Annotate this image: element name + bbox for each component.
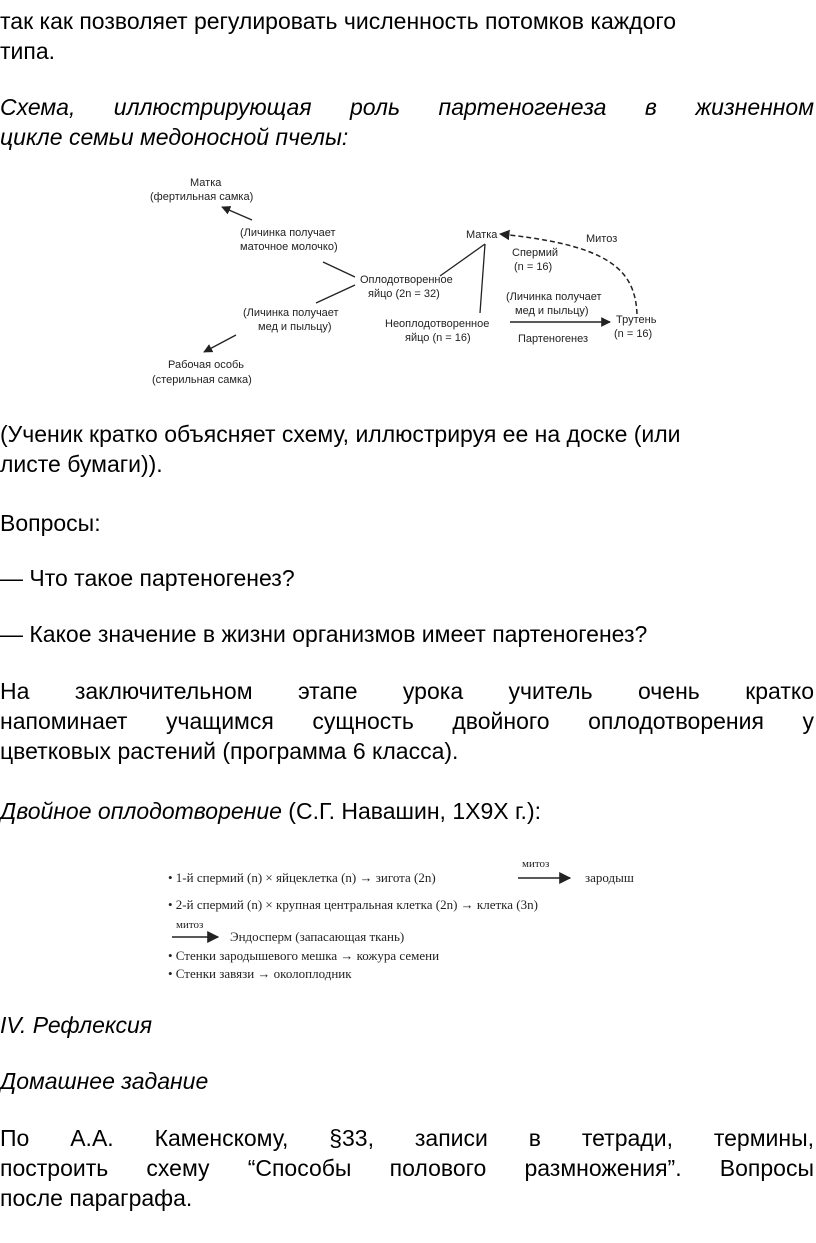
text-line: так как позволяет регулировать численность потомков каждого: [0, 8, 677, 34]
label-parthenogenesis: Партеногенез: [518, 333, 589, 345]
label-fertilized-egg-1: Оплодотворенное: [360, 274, 453, 286]
label-larva-honey-2: мед и пыльцу): [258, 321, 332, 333]
line-fertilized-to-honey: [316, 285, 355, 303]
label-worker: Рабочая особь: [168, 359, 245, 371]
embryo-label: зародыш: [585, 870, 634, 885]
line-fertilized-to-royal: [323, 262, 355, 277]
line-queen-to-fertilized: [440, 244, 485, 276]
label-unfertilized-egg-2: яйцо (n = 16): [405, 332, 471, 344]
label-larva-drone-2: мед и пыльцу): [515, 305, 589, 317]
text-line: (Ученик кратко объясняет схему, иллюстрируя ее на доске (или: [0, 421, 681, 447]
text-line: Схема, иллюстрирующая роль партеногенеза в жизненном: [0, 94, 814, 120]
text-line: листе бумаги)).: [0, 451, 163, 477]
scheme-line-2: • 2-й спермий (n) × крупная центральная клетка (2n) → клетка (3n): [168, 897, 538, 912]
double-fertilization-source: (С.Г. Навашин, 1Х9Х г.):: [281, 798, 541, 824]
double-fertilization-scheme: [160, 852, 660, 984]
homework-heading: Домашнее задание: [0, 1068, 209, 1094]
homework-line: построить схему “Способы полового размножения”. Вопросы: [0, 1155, 814, 1181]
double-fertilization-term: Двойное оплодотворение: [0, 798, 282, 824]
questions-heading: Вопросы:: [0, 510, 101, 536]
closing-paragraph-line: На заключительном этапе урока учитель очень кратко: [0, 678, 814, 704]
text-line: типа.: [0, 38, 56, 64]
mitosis-label-2: митоз: [176, 919, 204, 931]
closing-paragraph-line: цветковых растений (программа 6 класса).: [0, 738, 459, 764]
student-note: [0, 419, 814, 479]
label-queen: Матка: [190, 177, 222, 189]
label-mitosis: Митоз: [586, 233, 618, 245]
scheme-line-4: • Стенки зародышевого мешка → кожура семени: [168, 948, 440, 963]
section-reflection: IV. Рефлексия: [0, 1012, 153, 1038]
scheme-line-5: • Стенки завязи → околоплодник: [168, 966, 352, 981]
label-sperm-n: (n = 16): [514, 261, 553, 273]
label-unfertilized-egg-1: Неоплодотворенное: [385, 318, 490, 330]
arrow-to-queen: [222, 207, 252, 220]
label-worker-sub: (стерильная самка): [152, 374, 252, 386]
scheme-caption-end: [0, 122, 814, 152]
label-larva-drone-1: (Личинка получает: [506, 291, 602, 303]
label-larva-royal-2: маточное молочко): [240, 241, 338, 253]
label-fertilized-egg-2: яйцо (2n = 32): [368, 288, 440, 300]
arrow-to-worker: [204, 335, 236, 352]
line-queen-to-unfertilized: [480, 244, 485, 313]
label-drone: Трутень: [616, 314, 657, 326]
paragraph-continuation: [0, 6, 814, 66]
label-queen-sub: (фертильная самка): [150, 191, 254, 203]
label-sperm: Спермий: [512, 247, 558, 259]
text-line: цикле семьи медоносной пчелы:: [0, 124, 349, 150]
endosperm-label: Эндосперм (запасающая ткань): [230, 929, 405, 944]
label-larva-honey-1: (Личинка получает: [243, 307, 339, 319]
homework-line: после параграфа.: [0, 1185, 193, 1211]
scheme-caption: [0, 92, 814, 122]
mitosis-label-1: митоз: [522, 858, 550, 870]
scheme-line-1: • 1-й спермий (n) × яйцеклетка (n) → зигота (2n): [168, 870, 436, 885]
label-drone-n: (n = 16): [614, 328, 653, 340]
double-fertilization-heading: [0, 796, 814, 826]
label-larva-royal-1: (Личинка получает: [240, 227, 336, 239]
label-queen-2: Матка: [466, 229, 498, 241]
homework-line: По А.А. Каменскому, §33, записи в тетради, термины,: [0, 1125, 814, 1151]
question-1: — Что такое партеногенез?: [0, 565, 295, 591]
question-2: — Какое значение в жизни организмов имеет партеногенез?: [0, 621, 648, 647]
bee-lifecycle-diagram: [140, 170, 670, 392]
closing-paragraph-line: напоминает учащимся сущность двойного оплодотворения у: [0, 708, 814, 734]
